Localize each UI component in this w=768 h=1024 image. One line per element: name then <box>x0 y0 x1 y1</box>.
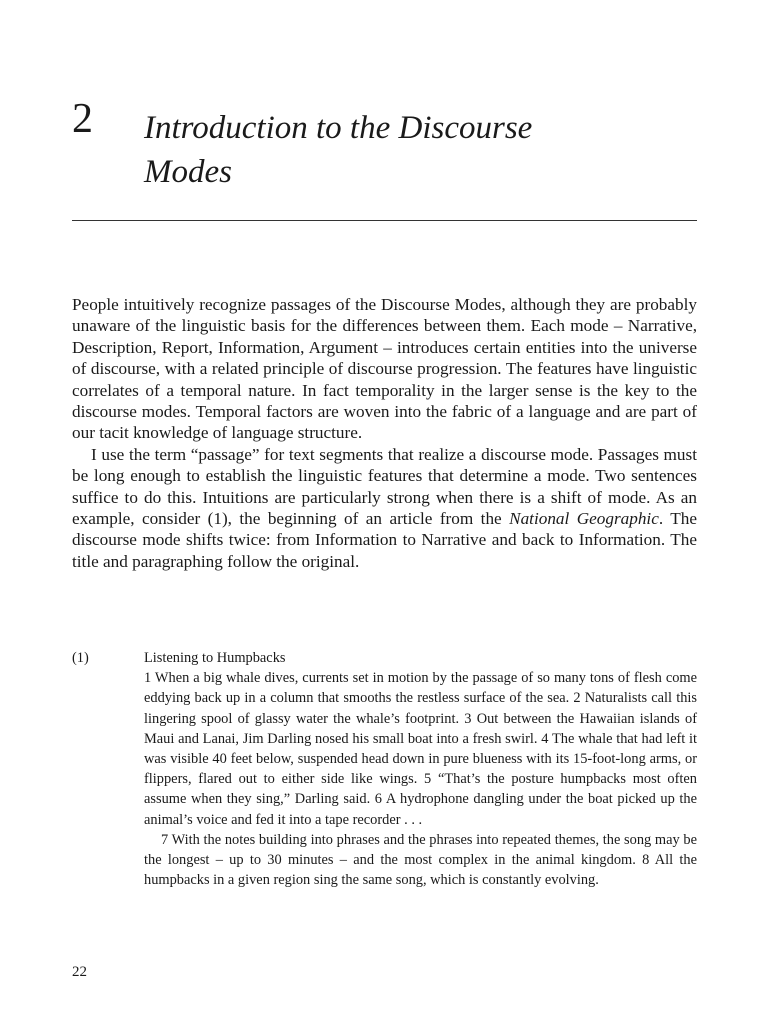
example-title: Listening to Humpbacks <box>144 650 286 666</box>
chapter-title <box>144 106 704 194</box>
body-paragraph-2 <box>72 444 697 572</box>
body-paragraph-2-text-a: I use the term “passage” for text segments that realize a discourse mode. Passages must be long enough to establish the linguistic features that determine a mode. Two sentences suffice to do this. Intuitions are particularly strong when there is a shift of mode. As an example, consider (1), the beginning of an article from the <box>72 444 697 529</box>
example-number: (1) <box>72 650 89 666</box>
chapter-title-line-1: Introduction to the Discourse <box>144 110 533 146</box>
chapter-number: 2 <box>72 96 93 142</box>
chapter-title-rule <box>72 220 697 221</box>
example-paragraph-1: 1 When a big whale dives, currents set in motion by the passage of so many tons of flesh come eddying back up in a column that smooths the restless surface of the sea. 2 Naturalists call this lingering spool of glassy water the whale’s footprint. 3 Out between the Hawaiian islands of Maui and Lanai, Jim Darling nosed his small boat into a fresh swirl. 4 The whale that had left it was visible 40 feet below, suspended head down in pure blueness with its 15-foot-long arms, or flippers, flared out to either side like wings. 5 “That’s the posture humpbacks most often assume when they sing,” Darling said. 6 A hydrophone dangling under the boat picked up the animal’s voice and fed it into a tape recorder . . . <box>144 670 697 828</box>
body-paragraph-1: People intuitively recognize passages of the Discourse Modes, although they are probably unaware of the linguistic basis for the differences between them. Each mode – Narrative, Description, Report, Information, Argument – introduces certain entities into the universe of discourse, with a related principle of discourse progression. The features have linguistic correlates of a temporal nature. In fact temporality in the larger sense is the key to the discourse modes. Temporal factors are woven into the fabric of a language and are part of our tacit knowledge of language structure. <box>72 295 697 443</box>
publication-name: National Geographic <box>509 509 659 529</box>
example-paragraph-2: 7 With the notes building into phrases and the phrases into repeated themes, the song may be the longest – up to 30 minutes – and the most complex in the animal kingdom. 8 All the humpbacks in a given region sing the same song, which is constantly evolving. <box>144 831 697 889</box>
body-text <box>72 294 697 572</box>
page-number: 22 <box>72 964 87 980</box>
chapter-title-line-2: Modes <box>144 154 232 190</box>
example-body <box>144 648 697 890</box>
body-paragraph-2-text-b: . The discourse mode shifts twice: from Information to Narrative and back to Information. The title and paragraphing follow the original. <box>72 509 697 571</box>
